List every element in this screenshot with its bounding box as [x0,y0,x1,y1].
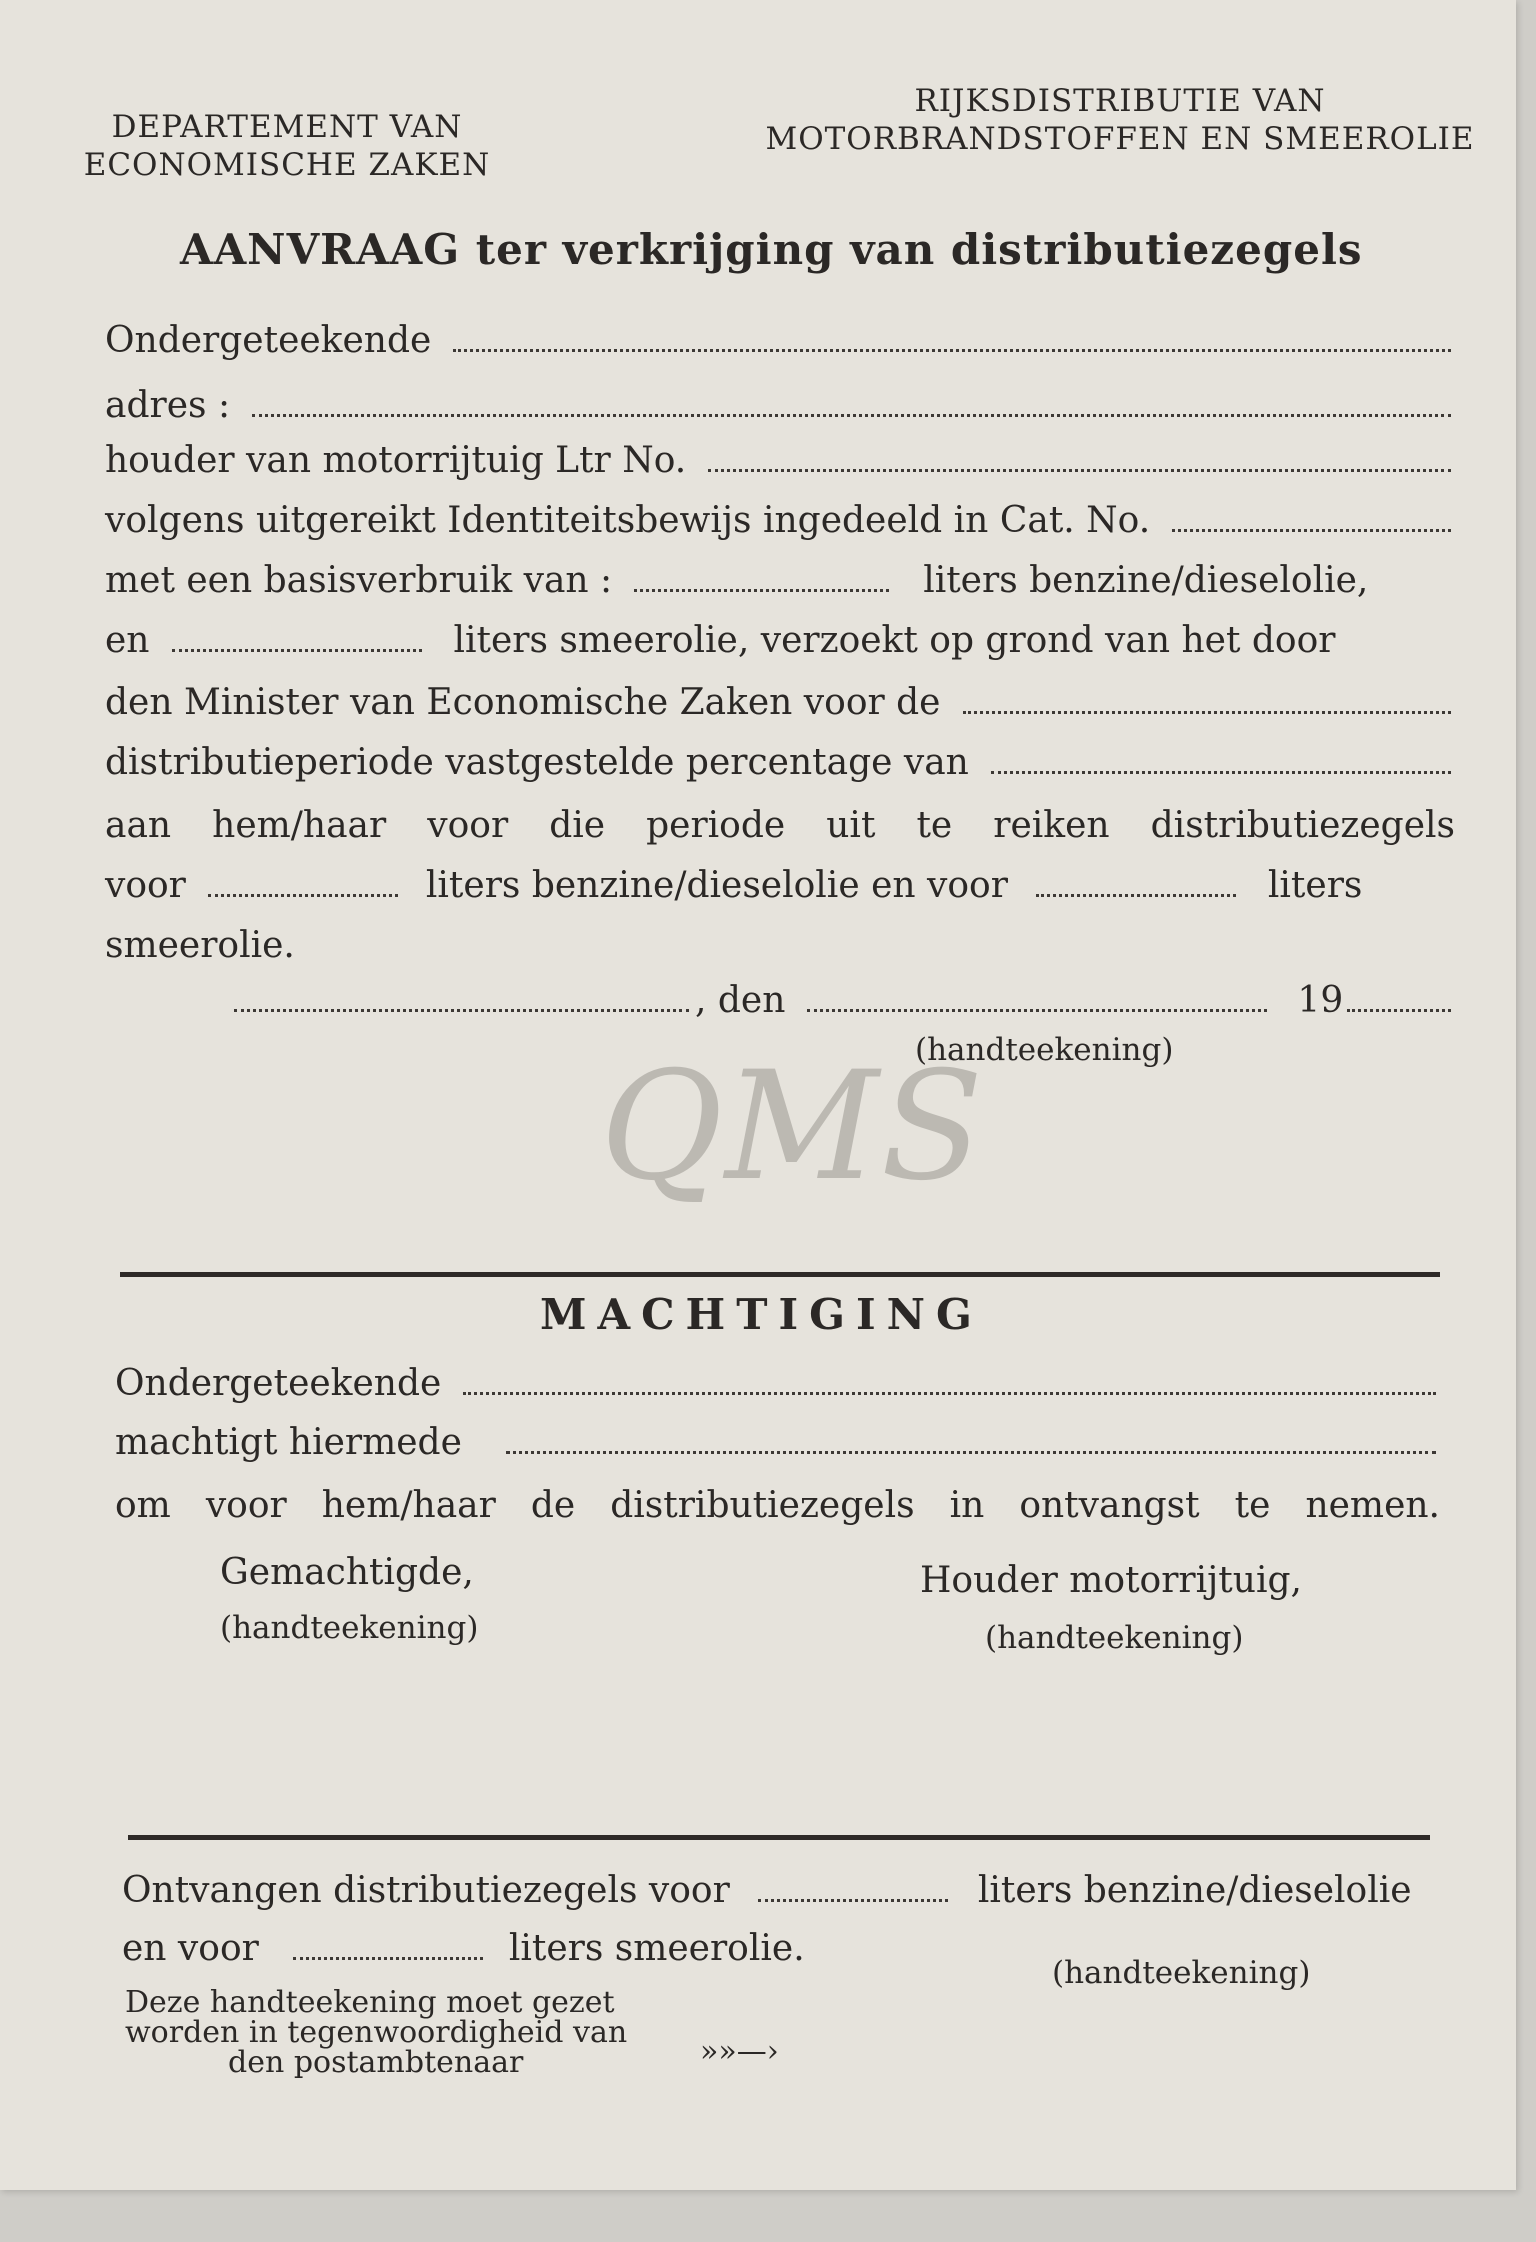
field-ondergeteekende[interactable] [453,341,1451,352]
row-ontvangen-smeerolie [122,1928,922,1978]
word: distributiezegels [610,1485,915,1526]
label-ontvangen-liters: liters benzine/dieselolie [977,1870,1412,1911]
row-identiteitsbewijs [105,500,1455,550]
houder-label: Houder motorrijtuig, [920,1560,1302,1601]
note-line2: worden in tegenwoordigheid van [125,2015,628,2050]
label-motorrijtuig: houder van motorrijtuig Ltr No. [105,440,687,481]
word: te [1234,1485,1271,1526]
field-periode[interactable] [963,703,1452,714]
word: hem/haar [321,1485,496,1526]
aanvraag-signature[interactable]: (handteekening) [915,1032,1174,1068]
aanvraag-title-rest: ter verkrijging van distributiezegels [475,225,1363,274]
note-line1: Deze handteekening moet gezet [125,1985,615,2020]
row-minister [105,682,1455,732]
row-smeerolie-end [105,925,1455,975]
header-left-line2: ECONOMISCHE ZAKEN [83,147,491,183]
field-ontvangen-smeerolie[interactable] [293,1949,483,1960]
word: hem/haar [212,805,387,846]
row-ondergeteekende [105,320,1455,370]
field-adres[interactable] [252,406,1451,417]
row-percentage [105,742,1455,792]
row-plaats-datum [230,980,1455,1030]
field-smeerolie[interactable] [172,641,422,652]
field-gemachtigde[interactable] [506,1443,1436,1454]
label-liters-smeerolie: liters smeerolie, verzoekt op grond van het door [453,620,1336,661]
row-m-ondergeteekende [115,1363,1440,1413]
field-ontvangen-benzine[interactable] [758,1891,948,1902]
divider-1 [120,1272,1440,1277]
field-ltr-no[interactable] [708,461,1451,472]
header-left [72,108,502,184]
header-right-line1: RIJKSDISTRIBUTIE VAN [914,83,1326,119]
header-right-line2: MOTORBRANDSTOFFEN EN SMEEROLIE [765,121,1475,157]
field-jaar[interactable] [1347,1001,1451,1012]
gemachtigde-signature[interactable]: (handteekening) [220,1610,479,1646]
label-minister: den Minister van Economische Zaken voor de [105,682,941,723]
arrow-icon: »»—› [700,2034,779,2069]
label-jaar: 19 [1297,980,1344,1021]
header-right [740,82,1500,158]
word: aan [105,805,172,846]
row-machtigt [115,1422,1440,1472]
row-basisverbruik [105,560,1455,610]
label-en: en [105,620,150,661]
word: voor [205,1485,287,1526]
machtiging-title: MACHTIGING [540,1290,983,1339]
word: periode [646,805,786,846]
field-m-ondergeteekende[interactable] [463,1384,1436,1395]
word: om [115,1485,171,1526]
label-liters: liters [1267,865,1363,906]
field-datum[interactable] [807,1001,1267,1012]
row-smeerolie [105,620,1455,670]
label-adres: adres : [105,385,231,426]
divider-2 [128,1835,1430,1840]
label-ontvangen: Ontvangen distributiezegels voor [122,1870,730,1911]
word: die [549,805,606,846]
word: ontvangst [1019,1485,1200,1526]
label-voor: voor [105,865,186,906]
word: nemen. [1305,1485,1440,1526]
label-liters-benzine: liters benzine/dieselolie, [923,560,1369,601]
word: in [949,1485,985,1526]
field-cat-no[interactable] [1172,521,1451,532]
header-left-line1: DEPARTEMENT VAN [111,109,463,145]
label-ondergeteekende: Ondergeteekende [105,320,432,361]
qms-watermark: QMS [600,1040,986,1214]
label-basisverbruik: met een basisverbruik van : [105,560,613,601]
label-smeerolie: smeerolie. [105,925,295,966]
row-motorrijtuig [105,440,1455,490]
postambtenaar-note [125,1985,628,2080]
field-voor-benzine[interactable] [208,886,398,897]
row-ontvangen [122,1870,1442,1920]
row-ontvangst [115,1485,1440,1535]
row-uitreiken [105,805,1455,855]
field-plaats[interactable] [234,1001,689,1012]
label-liters-smeerolie-2: liters smeerolie. [508,1928,805,1969]
ontvangen-signature[interactable]: (handteekening) [1052,1955,1311,1991]
label-en-voor: en voor [122,1928,259,1969]
label-percentage: distributieperiode vastgestelde percentage van [105,742,969,783]
aanvraag-title [180,225,1380,274]
label-identiteitsbewijs: volgens uitgereikt Identiteitsbewijs ingedeeld in Cat. No. [105,500,1151,541]
word: de [530,1485,576,1526]
field-basisverbruik[interactable] [634,581,889,592]
word: reiken [993,805,1110,846]
word: voor [427,805,509,846]
label-benzine-en-voor: liters benzine/dieselolie en voor [425,865,1008,906]
label-m-ondergeteekende: Ondergeteekende [115,1363,442,1404]
word: distributiezegels [1150,805,1455,846]
note-line3: den postambtenaar [228,2045,524,2080]
houder-signature[interactable]: (handteekening) [985,1620,1244,1656]
field-percentage[interactable] [991,763,1451,774]
word: uit [826,805,876,846]
label-machtigt: machtigt hiermede [115,1422,462,1463]
gemachtigde-label: Gemachtigde, [220,1552,474,1593]
word: te [916,805,953,846]
row-adres [105,385,1455,435]
field-voor-smeerolie[interactable] [1036,886,1236,897]
row-voor-liters [105,865,1455,915]
aanvraag-title-big: AANVRAAG [180,225,461,274]
label-den: , den [695,980,786,1021]
